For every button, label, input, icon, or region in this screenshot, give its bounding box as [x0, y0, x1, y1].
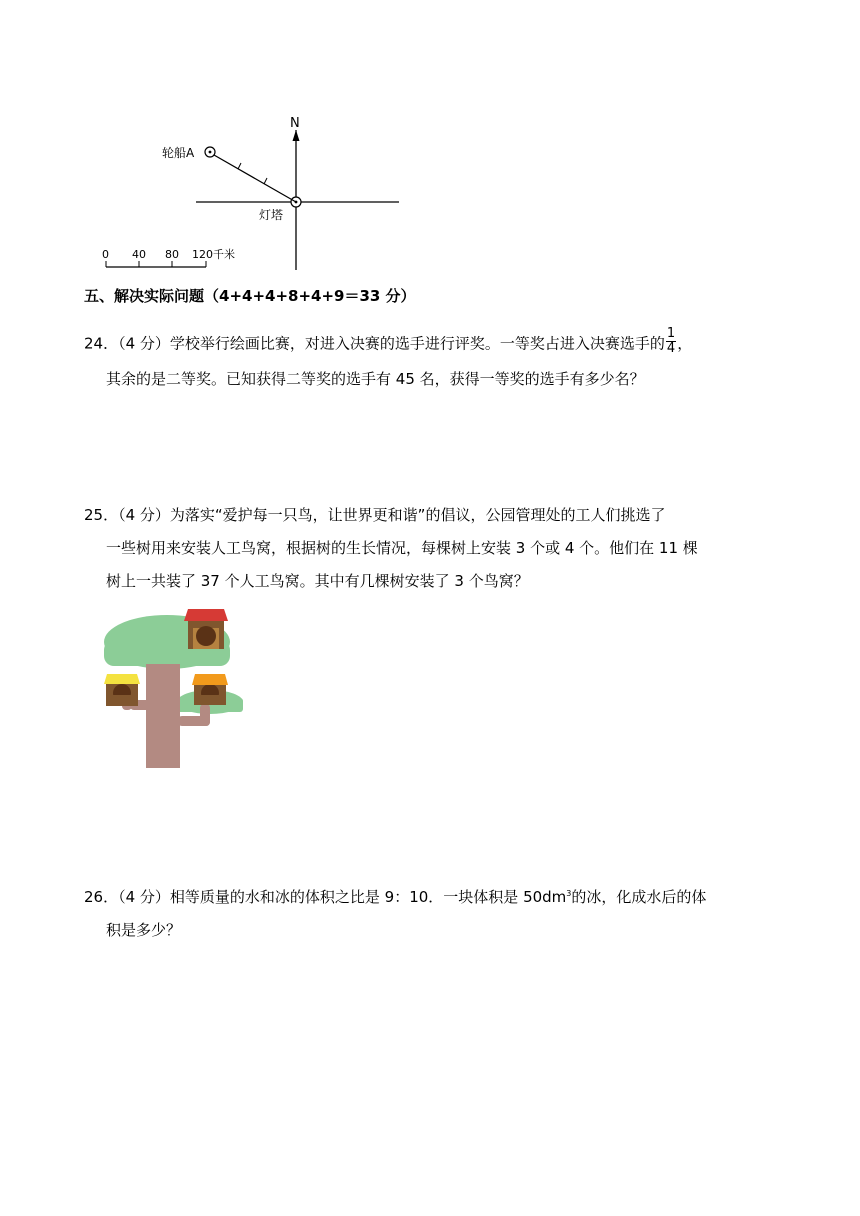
scale-tick-80: 80 [165, 248, 179, 261]
question-number: 24． [84, 334, 119, 353]
question-26: 26．（4 分）相等质量的水和冰的体积之比是 9：10．一块体积是 $50dm^3$的冰，化成水后的体 [84, 888, 707, 906]
tree-birdhouse-illustration [100, 604, 246, 770]
question-25-line2: 一些树用来安装人工鸟窝，根据树的生长情况，每棵树上安装 3 个或 4 个。他们在 11 棵 [106, 539, 698, 557]
scale-tick-120: 120 [192, 248, 213, 261]
fraction-one-quarter: $\frac{1}{4}$ [666, 326, 676, 356]
scale-tick-0: 0 [102, 248, 109, 261]
question-points: （4 分） [118, 334, 170, 353]
question-24-line2: 其余的是二等奖。已知获得二等奖的选手有 45 名，获得一等奖的选手有多少名？ [106, 370, 645, 388]
north-arrow-icon [293, 130, 300, 141]
lighthouse-label: 灯塔 [259, 208, 284, 222]
question-text: 学校举行绘画比赛，对进入决赛的选手进行评奖。一等奖占进入决赛选手的 [169, 334, 665, 353]
section-heading: 五、解决实际问题（4+4+4+8+4+9＝33 分） [84, 287, 416, 305]
ship-bearing-line [214, 155, 296, 202]
question-25-line3: 树上一共装了 37 个人工鸟窝。其中有几棵树安装了 3 个鸟窝？ [106, 572, 529, 590]
scale-unit: 千米 [213, 248, 235, 261]
question-24: 24．（4 分）学校举行绘画比赛，对进入决赛的选手进行评奖。一等奖占进入决赛选手的 $\frac{1}{4}$ ， [84, 326, 693, 356]
question-points: （4 分） [118, 888, 170, 906]
question-number: 26． [84, 888, 119, 906]
question-number: 25． [84, 506, 119, 524]
question-points: （4 分） [118, 506, 170, 524]
question-26-line2: 积是多少？ [106, 921, 182, 939]
question-25 [84, 508, 665, 523]
birdhouse-yellow-icon [104, 674, 140, 706]
birdhouse-orange-icon [192, 674, 228, 705]
question-text: 为落实“爱护每一只鸟，让世界更和谐”的倡议，公园管理处的工人们挑选了 [169, 506, 666, 524]
ship-label: 轮船A [162, 146, 195, 160]
question-text: 相等质量的水和冰的体积之比是 9：10．一块体积是 50dm [169, 888, 567, 906]
scale-tick-40: 40 [132, 248, 146, 261]
birdhouse-red-icon [184, 609, 228, 649]
map-figure [96, 108, 406, 274]
north-label: N [290, 116, 300, 131]
cubic-superscript: 3 [566, 889, 572, 898]
